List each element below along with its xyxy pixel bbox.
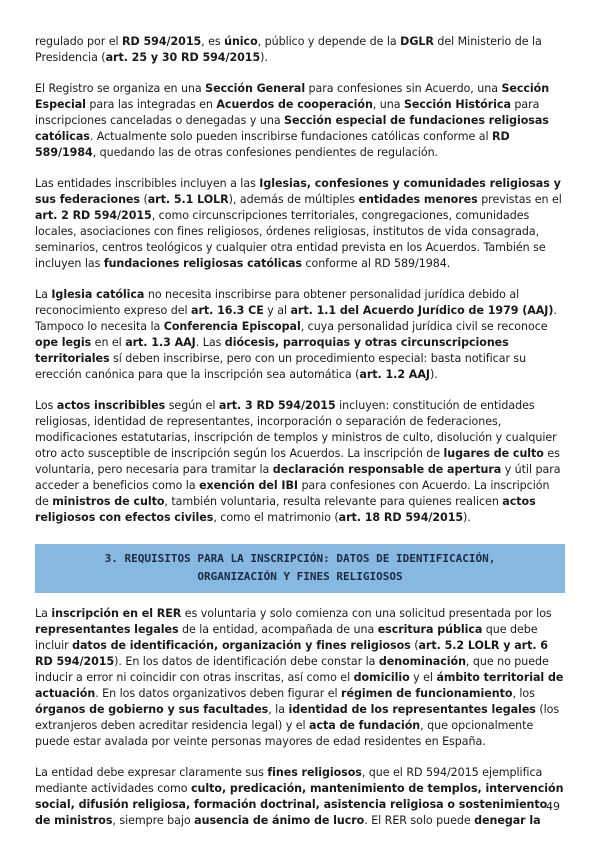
bold-text: ope legis xyxy=(35,336,92,349)
bold-text: art. 16.3 CE xyxy=(191,304,264,317)
bold-text: art. 2 RD 594/2015 xyxy=(35,209,152,222)
bold-text: representantes legales xyxy=(35,623,179,636)
bold-text: Acuerdos de cooperación xyxy=(216,98,373,111)
paragraphs-after-heading xyxy=(35,606,565,829)
paragraphs-before-heading xyxy=(35,34,565,526)
text-run: . Tampoco lo necesita la xyxy=(35,304,557,333)
bold-text: DGLR xyxy=(400,35,434,48)
section-heading xyxy=(35,544,565,593)
text-run: La entidad debe expresar claramente sus xyxy=(35,766,268,779)
bold-text: art. 1.2 AAJ xyxy=(359,368,430,381)
text-run: , la xyxy=(268,703,289,716)
bold-text: denegar la xyxy=(474,814,541,827)
bold-text: Iglesias, confesiones y comunidades religiosas y sus federaciones xyxy=(35,177,561,206)
bold-text: art. 25 y 30 RD 594/2015 xyxy=(105,51,261,64)
bold-text: exención del IBI xyxy=(199,479,298,492)
bold-text: órganos de gobierno y sus facultades xyxy=(35,703,269,716)
text-run: para las integradas en xyxy=(85,98,217,111)
text-run: para confesiones sin Acuerdo, una xyxy=(305,82,502,95)
text-run: que debe incluir xyxy=(35,623,538,652)
text-run: y útil para acceder a beneficios como la xyxy=(35,463,561,492)
text-run: , público y depende de la xyxy=(257,35,401,48)
text-run: incluyen: constitución de entidades religiosas, identidad de representantes, incorporación o separación de federaciones, modificaciones estatutarias, inscripción de templos y ministros de culto, disolución y cualquier otro acto susceptible de inscripción según los Acuerdos. La inscripción de xyxy=(35,399,557,460)
paragraph xyxy=(35,606,565,750)
bold-text: acta de fundación xyxy=(309,719,421,732)
text-run: ( xyxy=(139,193,148,206)
paragraph xyxy=(35,398,565,526)
text-run: , que opcionalmente puede estar avalada por veinte personas mayores de edad residentes en España. xyxy=(35,719,534,748)
text-run: conforme al RD 589/1984. xyxy=(301,257,451,270)
bold-text: actos religiosos con efectos civiles xyxy=(35,495,536,524)
bold-text: datos de identificación, organización y fines religiosos xyxy=(72,639,411,652)
bold-text: art. 5.1 LOLR xyxy=(147,193,229,206)
text-run: según el xyxy=(165,399,219,412)
bold-text: entidades menores xyxy=(358,193,478,206)
bold-text: Sección General xyxy=(205,82,306,95)
bold-text: Sección Especial xyxy=(35,82,550,111)
bold-text: art. 5.2 LOLR y art. 6 RD 594/2015 xyxy=(35,639,548,668)
text-run: , es xyxy=(201,35,225,48)
text-run: y el xyxy=(409,671,437,684)
bold-text: domicilio xyxy=(353,671,410,684)
text-run: ( xyxy=(410,639,419,652)
text-run: sí deben inscribirse, pero con un procedimiento especial: basta notificar su erección canónica para que la inscripción sea automática ( xyxy=(35,352,527,381)
text-run: El Registro se organiza en una xyxy=(35,82,206,95)
document-page xyxy=(35,34,565,844)
text-run: , quedando las de otras confesiones pendientes de regulación. xyxy=(92,146,439,159)
bold-text: inscripción en el RER xyxy=(51,607,182,620)
text-run: ). xyxy=(463,511,471,524)
section-heading-line-2: ORGANIZACIÓN Y FINES RELIGIOSOS xyxy=(197,570,403,583)
text-run: . Las xyxy=(195,336,225,349)
bold-text: Sección especial de fundaciones religiosas católicas xyxy=(35,114,549,143)
paragraph xyxy=(35,81,565,161)
text-run: , los xyxy=(512,687,535,700)
bold-text: ámbito territorial de actuación xyxy=(35,671,564,700)
bold-text: Conferencia Episcopal xyxy=(163,320,301,333)
text-run: ). xyxy=(260,51,268,64)
text-run: La xyxy=(35,607,52,620)
text-run: Las entidades inscribibles incluyen a las xyxy=(35,177,260,190)
text-run: , cuya personalidad jurídica civil se reconoce xyxy=(300,320,548,333)
bold-text: escritura pública xyxy=(377,623,483,636)
paragraph xyxy=(35,176,565,272)
text-run: , siempre bajo xyxy=(112,814,195,827)
bold-text: denominación xyxy=(378,655,466,668)
text-run: , una xyxy=(372,98,404,111)
paragraph xyxy=(35,287,565,383)
bold-text: lugares de culto xyxy=(443,447,544,460)
text-run: , como circunscripciones territoriales, congregaciones, comunidades locales, asociaciones con fines religiosos, órdenes religiosas, institutos de vida consagrada, seminarios, centros teológicos y cualquier otra entidad prevista en los Acuerdos. También se incluyen las xyxy=(35,209,546,270)
page-number: 49 xyxy=(546,800,560,813)
text-run: Los xyxy=(35,399,57,412)
text-run: y al xyxy=(263,304,291,317)
bold-text: actos inscribibles xyxy=(56,399,166,412)
text-run: . En los datos organizativos deben figurar el xyxy=(95,687,342,700)
text-run: previstas en el xyxy=(477,193,562,206)
text-run: regulado por el xyxy=(35,35,123,48)
bold-text: RD 589/1984 xyxy=(35,130,510,159)
bold-text: diócesis, parroquias y otras circunscripciones territoriales xyxy=(35,336,509,365)
bold-text: declaración responsable de apertura xyxy=(272,463,502,476)
text-run: para confesiones con Acuerdo. La inscripción de xyxy=(35,479,550,508)
text-run: , que no puede inducir a error ni coincidir con otras inscritas, así como el xyxy=(35,655,549,684)
text-run: del Ministerio de la Presidencia ( xyxy=(35,35,542,64)
text-run: no necesita inscribirse para obtener personalidad jurídica debido al reconocimiento expreso del xyxy=(35,288,520,317)
text-run: ), además de múltiples xyxy=(228,193,359,206)
text-run: es voluntaria, pero necesaria para tramitar la xyxy=(35,447,560,476)
text-run: . Actualmente solo pueden inscribirse fundaciones católicas conforme al xyxy=(89,130,493,143)
bold-text: art. 18 RD 594/2015 xyxy=(338,511,464,524)
text-run: , que el RD 594/2015 ejemplifica mediante actividades como xyxy=(35,766,543,795)
bold-text: fines religiosos xyxy=(267,766,362,779)
bold-text: RD 594/2015 xyxy=(122,35,202,48)
text-run: ). En los datos de identificación debe constar la xyxy=(114,655,379,668)
bold-text: identidad de los representantes legales xyxy=(288,703,536,716)
bold-text: art. 3 RD 594/2015 xyxy=(218,399,336,412)
section-heading-line-1: 3. REQUISITOS PARA LA INSCRIPCIÓN: DATOS DE IDENTIFICACIÓN, xyxy=(104,552,496,565)
text-run: (los extranjeros deben acreditar residencia legal) y el xyxy=(35,703,560,732)
text-run: , como el matrimonio ( xyxy=(213,511,339,524)
bold-text: único xyxy=(224,35,258,48)
bold-text: culto, predicación, mantenimiento de templos, intervención social, difusión religiosa, formación doctrinal, asistencia religiosa o sostenimiento de ministros xyxy=(35,782,564,827)
bold-text: ausencia de ánimo de lucro xyxy=(194,814,365,827)
text-run: La xyxy=(35,288,52,301)
bold-text: fundaciones religiosas católicas xyxy=(103,257,302,270)
paragraph xyxy=(35,34,565,66)
bold-text: ministros de culto xyxy=(52,495,165,508)
text-run: ). xyxy=(429,368,438,381)
text-run: para inscripciones canceladas o denegadas y una xyxy=(35,98,540,127)
text-run: . El RER solo puede xyxy=(364,814,475,827)
paragraph xyxy=(35,765,565,829)
bold-text: régimen de funcionamiento xyxy=(341,687,513,700)
bold-text: art. 1.1 del Acuerdo Jurídico de 1979 (AAJ) xyxy=(290,304,554,317)
text-run: , también voluntaria, resulta relevante para quienes realicen xyxy=(164,495,503,508)
text-run: es voluntaria y solo comienza con una solicitud presentada por los xyxy=(181,607,552,620)
bold-text: Sección Histórica xyxy=(403,98,511,111)
bold-text: Iglesia católica xyxy=(51,288,145,301)
text-run: en el xyxy=(91,336,126,349)
bold-text: art. 1.3 AAJ xyxy=(125,336,196,349)
text-run: de la entidad, acompañada de una xyxy=(178,623,378,636)
